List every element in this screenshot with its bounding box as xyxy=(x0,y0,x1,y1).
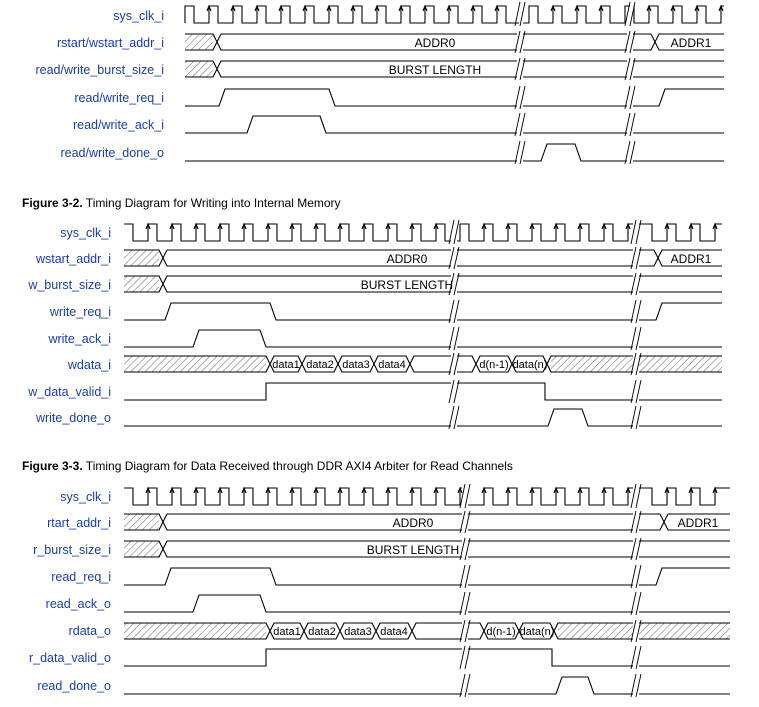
signal-label: read/write_ack_i xyxy=(72,118,164,132)
signal-label: write_req_i xyxy=(49,305,111,319)
undefined-region xyxy=(124,250,159,266)
data-value-label: data(n) xyxy=(512,359,548,371)
data-value-label: d(n-1) xyxy=(486,626,516,638)
data-value-label: data4 xyxy=(378,359,406,371)
data-value-label: data1 xyxy=(272,359,300,371)
data-value-label: data3 xyxy=(342,359,370,371)
signal-label: rstart/wstart_addr_i xyxy=(57,36,164,50)
clock-edge-arrows xyxy=(146,224,717,229)
figure-number: Figure 3-3. xyxy=(22,459,83,473)
undefined-region xyxy=(185,34,213,50)
undefined-region xyxy=(124,276,159,292)
data-value-label: data(n) xyxy=(519,626,555,638)
figure-number: Figure 3-2. xyxy=(22,196,83,210)
signal-label: w_burst_size_i xyxy=(28,278,111,292)
data-value-label: d(n-1) xyxy=(479,359,509,371)
signal-label: read/write_burst_size_i xyxy=(35,63,164,77)
data-value-label: data3 xyxy=(344,626,372,638)
signal-label: w_data_valid_i xyxy=(28,385,111,399)
time-break-marks xyxy=(460,484,641,697)
figure-1 xyxy=(35,2,724,164)
undefined-region xyxy=(558,623,633,639)
clock-waveform xyxy=(124,488,730,505)
figure-caption xyxy=(22,459,513,473)
bus-value-label: BURST LENGTH xyxy=(388,63,482,77)
signal-label: rdata_o xyxy=(68,624,111,638)
undefined-region xyxy=(185,61,213,77)
signal-label: wstart_addr_i xyxy=(35,252,111,266)
data-value-label: data2 xyxy=(308,626,336,638)
signal-label: wdata_i xyxy=(67,358,111,372)
data-valid-waveform xyxy=(124,649,730,666)
clock-edge-arrows xyxy=(146,488,717,493)
data-value-label: data2 xyxy=(306,359,334,371)
undefined-region xyxy=(639,623,730,639)
bus-value-label: ADDR1 xyxy=(670,36,712,50)
clock-edge-arrows xyxy=(207,6,723,11)
bus-value-label: BURST LENGTH xyxy=(366,543,460,557)
bus-value-label: ADDR1 xyxy=(677,516,719,530)
acknowledge-waveform xyxy=(124,595,730,612)
figure-3 xyxy=(22,459,730,697)
signal-label: write_ack_i xyxy=(48,332,111,346)
bus-value-label: ADDR0 xyxy=(414,36,456,50)
figure-title: Timing Diagram for Writing into Internal Memory xyxy=(82,196,341,210)
figure-2 xyxy=(22,196,722,429)
undefined-region xyxy=(551,356,633,372)
request-waveform xyxy=(124,568,730,585)
undefined-region xyxy=(639,356,722,372)
figure-caption xyxy=(22,196,341,210)
data-value-label: data1 xyxy=(273,626,301,638)
signal-label: write_done_o xyxy=(35,411,111,425)
bus-value-label: ADDR1 xyxy=(670,252,712,266)
signal-label: read_ack_o xyxy=(45,597,111,611)
clock-waveform xyxy=(185,6,724,23)
signal-label: read/write_done_o xyxy=(60,146,164,160)
data-value-label: data4 xyxy=(380,626,408,638)
signal-label: sys_clk_i xyxy=(60,226,111,240)
bus-value-label: BURST LENGTH xyxy=(360,278,454,292)
done-waveform xyxy=(124,677,730,694)
signal-label: sys_clk_i xyxy=(60,490,111,504)
signal-label: sys_clk_i xyxy=(113,9,164,23)
signal-label: read/write_req_i xyxy=(74,91,164,105)
acknowledge-waveform xyxy=(185,116,724,133)
time-break-marks xyxy=(515,2,635,164)
signal-label: r_data_valid_o xyxy=(28,651,111,665)
signal-label: rtart_addr_i xyxy=(47,516,111,530)
done-waveform xyxy=(185,144,724,161)
signal-label: r_burst_size_i xyxy=(33,543,111,557)
figure-title: Timing Diagram for Data Received through DDR AXI4 Arbiter for Read Channels xyxy=(82,459,513,473)
signal-label: read_req_i xyxy=(51,570,111,584)
undefined-region xyxy=(124,541,159,557)
request-waveform xyxy=(185,89,724,106)
undefined-region xyxy=(124,514,159,530)
undefined-region xyxy=(124,356,266,372)
bus-value-label: ADDR0 xyxy=(386,252,428,266)
bus-value-label: ADDR0 xyxy=(392,516,434,530)
signal-label: read_done_o xyxy=(37,679,111,693)
undefined-region xyxy=(124,623,266,639)
